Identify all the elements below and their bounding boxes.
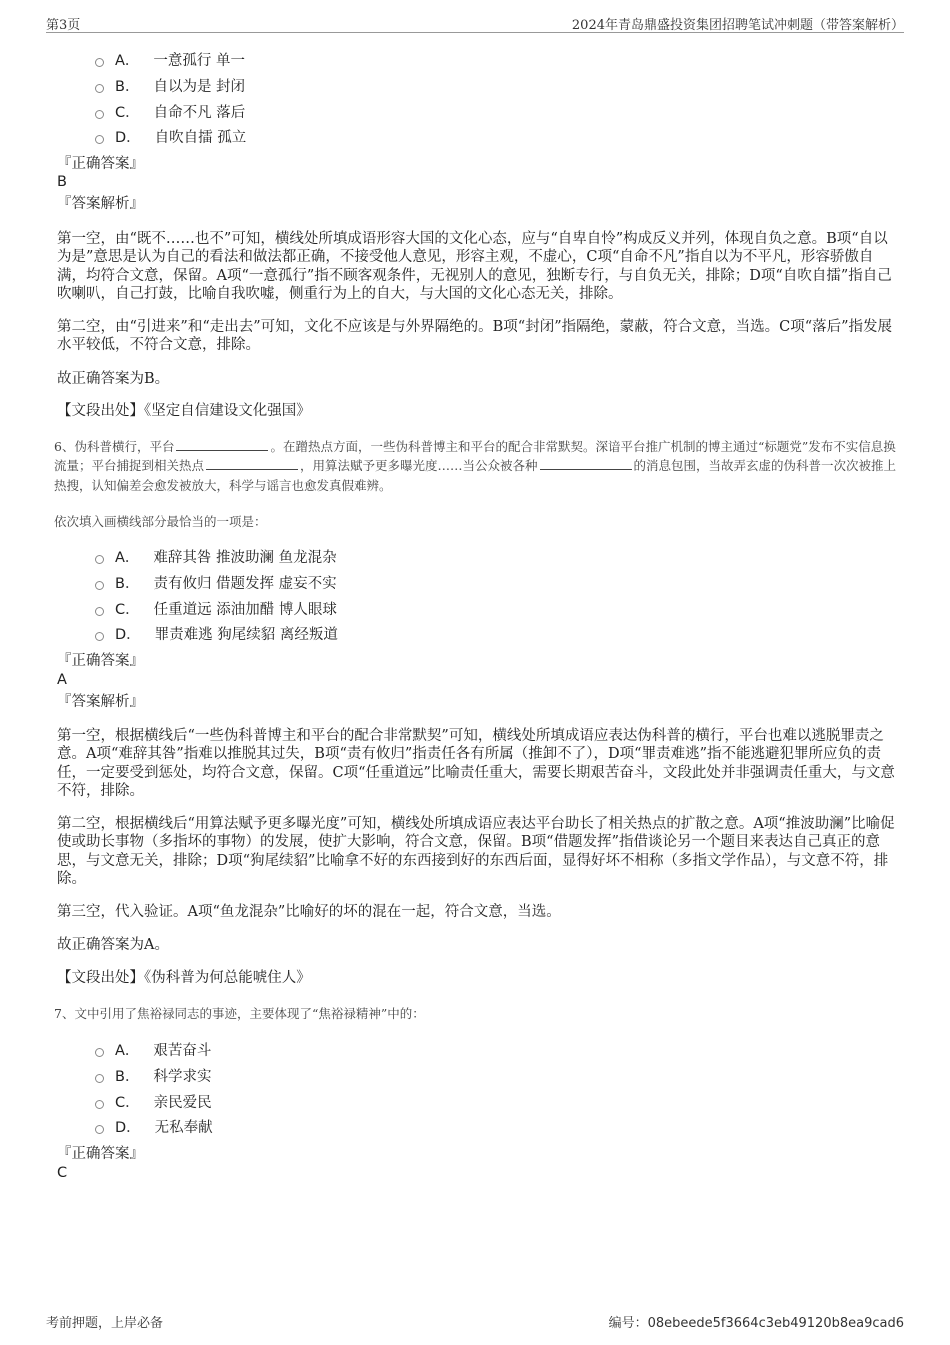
radio-icon[interactable] xyxy=(95,632,104,641)
page-header xyxy=(46,12,904,33)
document-title: 2024年青岛鼎盛投资集团招聘笔试冲刺题（带答案解析） xyxy=(571,18,904,33)
radio-icon[interactable] xyxy=(95,110,104,119)
radio-icon[interactable] xyxy=(95,135,104,144)
q5-option-a[interactable]: A． 一意孤行 单一 xyxy=(95,47,246,73)
q5-answer: B xyxy=(57,174,67,190)
q6-prompt: 依次填入画横线部分最恰当的一项是： xyxy=(54,514,267,529)
radio-icon[interactable] xyxy=(95,581,104,590)
q5-conclusion: 故正确答案为B。 xyxy=(57,371,170,387)
q6-answer: A xyxy=(57,672,67,688)
q5-source: 【文段出处】《坚定自信建设文化强国》 xyxy=(57,403,311,419)
q5-analysis-p1: 第一空，由“既不……也不”可知，横线处所填成语形容大国的文化心态，应与“自卑自怜”构成反义并列，体现自负之意。B项“自以为是”意思是认为自己的看法和做法都正确，不接受他人意见，形容主观，不虚心，C项“自命不凡”指自以为不平凡，形容骄傲自满，均符合文意，保留。A项“一意孤行”指不顾客观条件，无视别人的意见，独断专行，与自负无关，排除；D项“自吹自擂”指自己吹喇叭，自己打鼓，比喻自我吹嘘，侧重行为上的自大，与大国的文化心态无关，排除。 xyxy=(57,231,892,302)
q6-analysis-p3: 第三空，代入验证。A项“鱼龙混杂”比喻好的坏的混在一起，符合文意，当选。 xyxy=(57,904,561,920)
q6-answer-label: 『正确答案』 xyxy=(57,653,144,669)
q5-option-b[interactable]: B． 自以为是 封闭 xyxy=(95,73,246,99)
q6-options xyxy=(95,544,338,647)
q6-stem: 6、伪科普横行，平台 。在蹭热点方面，一些伪科普博主和平台的配合非常默契。深谙平台推广机制的博主通过“标题党”发布不实信息换流量；平台捕捉到相关热点 ，用算法赋予更多曝光度……当公众被各种 的消息包围，当故弄玄虚的伪科普一次次被推上热搜，认知偏差会愈发被放大，科学与谣言也愈发真假难辨。 xyxy=(54,439,897,493)
q7-options xyxy=(95,1037,213,1140)
q7-option-c[interactable]: C． 亲民爱民 xyxy=(95,1088,213,1114)
q7-answer-label: 『正确答案』 xyxy=(57,1146,144,1162)
radio-icon[interactable] xyxy=(95,1100,104,1109)
q7-stem: 7、文中引用了焦裕禄同志的事迹，主要体现了“焦裕禄精神”中的： xyxy=(54,1006,425,1021)
footer-slogan: 考前押题，上岸必备 xyxy=(46,1316,164,1331)
q6-analysis-label: 『答案解析』 xyxy=(57,694,144,710)
radio-icon[interactable] xyxy=(95,1074,104,1083)
radio-icon[interactable] xyxy=(95,555,104,564)
page-number: 第3页 xyxy=(46,18,81,33)
q7-option-a[interactable]: A． 艰苦奋斗 xyxy=(95,1037,213,1063)
q7-answer: C xyxy=(57,1165,68,1181)
q5-analysis-label: 『答案解析』 xyxy=(57,196,144,212)
fill-blank xyxy=(176,439,268,451)
q5-option-c[interactable]: C． 自命不凡 落后 xyxy=(95,98,246,124)
radio-icon[interactable] xyxy=(95,1125,104,1134)
q6-analysis-p2: 第二空，根据横线后“用算法赋予更多曝光度”可知，横线处所填成语应表达平台助长了相关热点的扩散之意。A项“推波助澜”比喻促使或助长事物（多指坏的事物）的发展，使扩大影响，符合文意，保留。B项“借题发挥”指借谈论另一个题目来表达自己真正的意思，与文意无关，排除；D项“狗尾续貂”比喻拿不好的东西接到好的东西后面，显得好坏不相称（多指文学作品），与文意不符，排除。 xyxy=(57,816,895,887)
q6-source: 【文段出处】《伪科普为何总能唬住人》 xyxy=(57,970,311,986)
q6-analysis-p1: 第一空，根据横线后“一些伪科普博主和平台的配合非常默契”可知，横线处所填成语应表达伪科普的横行，平台也难以逃脱罪责之意。A项“难辞其咎”指难以推脱其过失，B项“责有攸归”指责任各有所属（推卸不了），D项“罪责难逃”指不能逃避犯罪所应负的责任，一定要受到惩处，均符合文意，保留。C项“任重道远”比喻责任重大，需要长期艰苦奋斗，文段此处并非强调责任重大，与文意不符，排除。 xyxy=(57,728,895,799)
q7-option-d[interactable]: D． 无私奉献 xyxy=(95,1114,213,1140)
q7-option-b[interactable]: B． 科学求实 xyxy=(95,1063,213,1089)
radio-icon[interactable] xyxy=(95,84,104,93)
document-id: 编号：08ebeede5f3664c3eb49120b8ea9cad6 xyxy=(608,1316,904,1331)
radio-icon[interactable] xyxy=(95,1048,104,1057)
radio-icon[interactable] xyxy=(95,58,104,67)
q5-analysis-p2: 第二空，由“引进来”和“走出去”可知，文化不应该是与外界隔绝的。B项“封闭”指隔绝，蒙蔽，符合文意，当选。C项“落后”指发展水平较低，不符合文意，排除。 xyxy=(57,319,893,354)
q6-option-a[interactable]: A． 难辞其咎 推波助澜 鱼龙混杂 xyxy=(95,544,338,570)
fill-blank xyxy=(206,458,298,470)
fill-blank xyxy=(540,458,632,470)
q6-option-c[interactable]: C． 任重道远 添油加醋 博人眼球 xyxy=(95,595,338,621)
q5-option-d[interactable]: D． 自吹自擂 孤立 xyxy=(95,124,246,150)
q5-options xyxy=(95,47,246,150)
q6-conclusion: 故正确答案为A。 xyxy=(57,937,169,953)
q6-option-b[interactable]: B． 责有攸归 借题发挥 虚妄不实 xyxy=(95,570,338,596)
radio-icon[interactable] xyxy=(95,607,104,616)
q5-answer-label: 『正确答案』 xyxy=(57,156,144,172)
q6-option-d[interactable]: D． 罪责难逃 狗尾续貂 离经叛道 xyxy=(95,621,338,647)
